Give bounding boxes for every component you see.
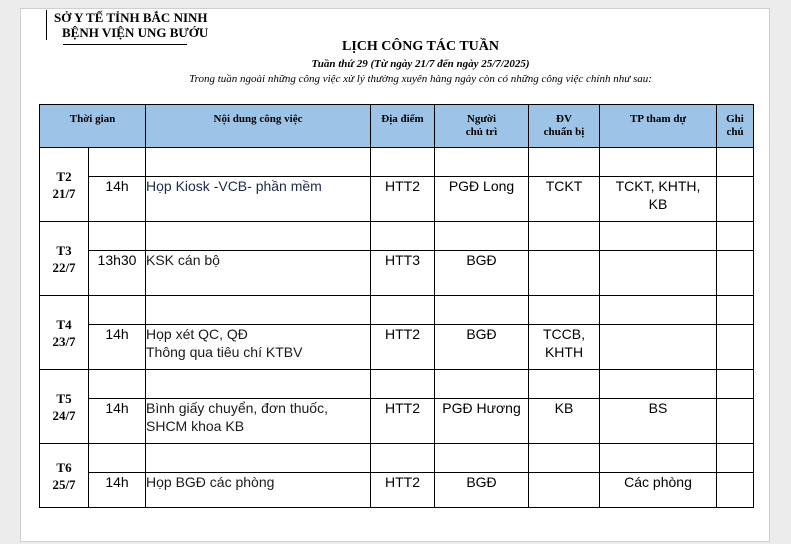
- schedule-table: [39, 104, 754, 508]
- table-row-spacer: [40, 148, 754, 177]
- empty-cell: [89, 222, 146, 251]
- attend-cell: BS: [600, 399, 717, 444]
- empty-cell: [435, 296, 529, 325]
- empty-cell: [371, 370, 435, 399]
- prep-cell: TCKT: [529, 177, 600, 222]
- location-cell: HTT2: [371, 325, 435, 370]
- table-row: [40, 251, 754, 296]
- empty-cell: [529, 370, 600, 399]
- note-cell: [717, 251, 754, 296]
- empty-cell: [600, 444, 717, 473]
- organization-header: [54, 10, 208, 40]
- content-cell: Họp xét QC, QĐ Thông qua tiêu chí KTBV: [146, 325, 371, 370]
- attend-cell: [600, 251, 717, 296]
- prep-cell: [529, 473, 600, 508]
- empty-cell: [146, 296, 371, 325]
- empty-cell: [371, 444, 435, 473]
- empty-cell: [529, 296, 600, 325]
- content-cell: Bình giấy chuyển, đơn thuốc, SHCM khoa KB: [146, 399, 371, 444]
- empty-cell: [717, 222, 754, 251]
- empty-cell: [600, 370, 717, 399]
- empty-cell: [371, 296, 435, 325]
- day-cell: T4 23/7: [40, 296, 89, 370]
- host-cell: PGĐ Long: [435, 177, 529, 222]
- empty-cell: [529, 148, 600, 177]
- table-row: [40, 325, 754, 370]
- header-host: Người chủ trì: [435, 105, 529, 148]
- attend-cell: [600, 325, 717, 370]
- prep-cell: TCCB, KHTH: [529, 325, 600, 370]
- day-cell: T6 25/7: [40, 444, 89, 508]
- empty-cell: [717, 444, 754, 473]
- empty-cell: [89, 296, 146, 325]
- day-cell: T3 22/7: [40, 222, 89, 296]
- table-row-spacer: [40, 444, 754, 473]
- header-attend: TP tham dự: [600, 105, 717, 148]
- host-cell: BGĐ: [435, 251, 529, 296]
- location-cell: HTT2: [371, 473, 435, 508]
- org-line-2: BỆNH VIỆN UNG BƯỚU: [62, 25, 209, 40]
- empty-cell: [146, 148, 371, 177]
- day-cell: T5 24/7: [40, 370, 89, 444]
- empty-cell: [435, 444, 529, 473]
- table-row-spacer: [40, 370, 754, 399]
- note-cell: [717, 399, 754, 444]
- empty-cell: [89, 148, 146, 177]
- empty-cell: [89, 370, 146, 399]
- org-line-1: SỞ Y TẾ TỈNH BẮC NINH: [54, 10, 208, 25]
- prep-cell: KB: [529, 399, 600, 444]
- time-cell: 13h30: [89, 251, 146, 296]
- location-cell: HTT2: [371, 399, 435, 444]
- empty-cell: [146, 370, 371, 399]
- table-row: [40, 399, 754, 444]
- header-note: Ghi chú: [717, 105, 754, 148]
- header-content: Nội dung công việc: [146, 105, 371, 148]
- attend-cell: Các phòng: [600, 473, 717, 508]
- content-cell: KSK cán bộ: [146, 251, 371, 296]
- table-row-spacer: [40, 222, 754, 251]
- table-row: [40, 473, 754, 508]
- table-header-row: [40, 105, 754, 148]
- time-cell: 14h: [89, 473, 146, 508]
- empty-cell: [529, 222, 600, 251]
- empty-cell: [600, 296, 717, 325]
- time-cell: 14h: [89, 325, 146, 370]
- page-title: LỊCH CÔNG TÁC TUẦN: [341, 39, 499, 54]
- header-location: Địa điểm: [371, 105, 435, 148]
- intro-note: Trong tuần ngoài những công việc xử lý thường xuyên hàng ngày còn có những công việc chính như sau:: [189, 73, 652, 85]
- empty-cell: [717, 296, 754, 325]
- table-row-spacer: [40, 296, 754, 325]
- note-cell: [717, 177, 754, 222]
- day-cell: T2 21/7: [40, 148, 89, 222]
- time-cell: 14h: [89, 177, 146, 222]
- empty-cell: [371, 222, 435, 251]
- table-row: [40, 177, 754, 222]
- location-cell: HTT3: [371, 251, 435, 296]
- empty-cell: [600, 148, 717, 177]
- note-cell: [717, 325, 754, 370]
- location-cell: HTT2: [371, 177, 435, 222]
- empty-cell: [529, 444, 600, 473]
- empty-cell: [435, 370, 529, 399]
- content-cell: Họp BGĐ các phòng: [146, 473, 371, 508]
- prep-cell: [529, 251, 600, 296]
- time-cell: 14h: [89, 399, 146, 444]
- empty-cell: [435, 148, 529, 177]
- margin-line: [46, 10, 47, 40]
- attend-cell: TCKT, KHTH, KB: [600, 177, 717, 222]
- host-cell: BGĐ: [435, 325, 529, 370]
- empty-cell: [89, 444, 146, 473]
- empty-cell: [435, 222, 529, 251]
- host-cell: BGĐ: [435, 473, 529, 508]
- host-cell: PGĐ Hương: [435, 399, 529, 444]
- header-prep: ĐV chuẩn bị: [529, 105, 600, 148]
- header-time: Thời gian: [40, 105, 146, 148]
- week-subtitle: Tuần thứ 29 (Từ ngày 21/7 đến ngày 25/7/2025): [311, 58, 530, 70]
- empty-cell: [371, 148, 435, 177]
- empty-cell: [146, 222, 371, 251]
- note-cell: [717, 473, 754, 508]
- content-cell: Họp Kiosk -VCB- phần mềm: [146, 177, 371, 222]
- empty-cell: [717, 148, 754, 177]
- empty-cell: [717, 370, 754, 399]
- empty-cell: [146, 444, 371, 473]
- empty-cell: [600, 222, 717, 251]
